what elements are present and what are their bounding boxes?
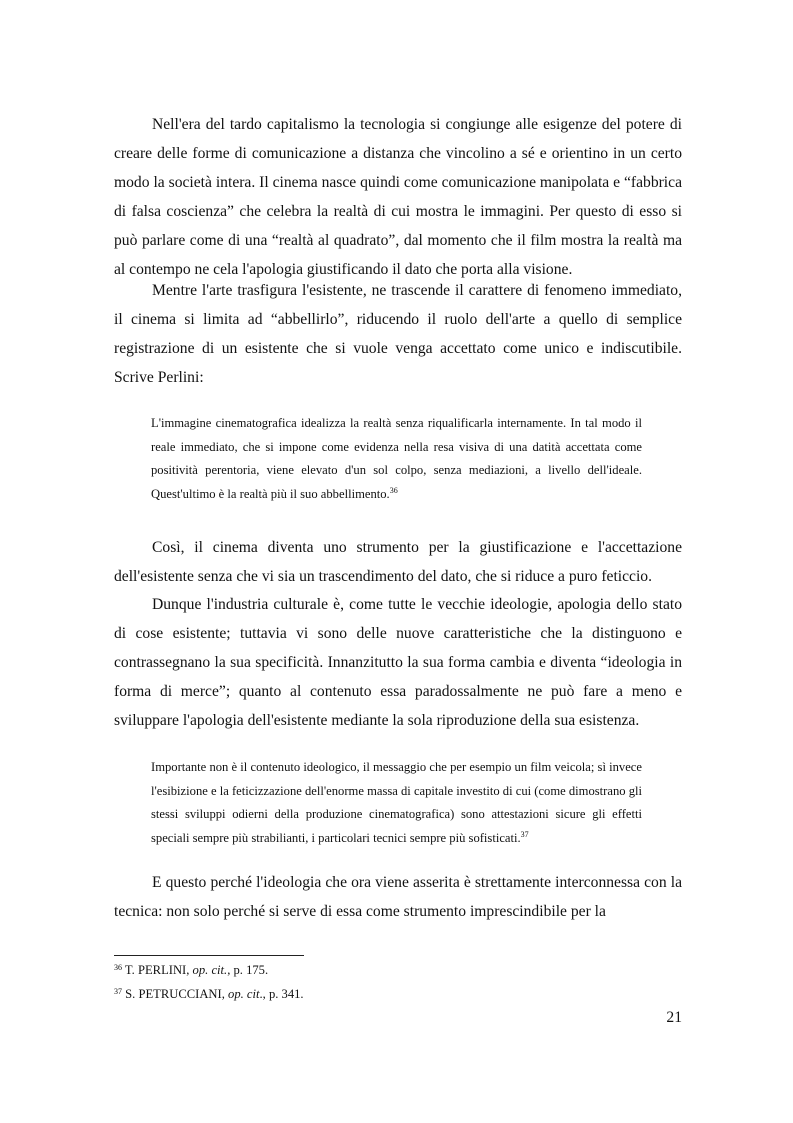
footnote-work: op. cit [228,987,260,1001]
page-number: 21 [666,1009,682,1026]
footnote-pages: , p. 175. [227,963,269,977]
footnote-number: 36 [114,963,122,972]
body-paragraph: Nell'era del tardo capitalismo la tecnologia si congiunge alle esigenze del potere di creare delle forme di comunicazione a distanza che vincolino a sé e orientino in un certo modo la società intera. Il cinema nasce quindi come comunicazione manipolata e “fabbrica di falsa coscienza” che celebra la realtà di cui mostra le immagini. Per questo di esso si può parlare come di una “realtà al quadrato”, dal momento che il film mostra la realtà ma al contempo ne cela l'apologia giustificando il dato che porta alla visione. [114,116,682,278]
footnote [114,962,514,978]
footnote [114,986,514,1002]
footnote-ref: 36 [389,485,398,495]
block-quote [151,412,642,506]
body-paragraph: Mentre l'arte trasfigura l'esistente, ne trascende il carattere di fenomeno immediato, il cinema si limita ad “abbellirlo”, riducendo il ruolo dell'arte a quello di semplice registrazione di un esistente che si vuole venga accettato come unico e indiscutibile. Scrive Perlini: [114,282,682,386]
body-paragraph: Così, il cinema diventa uno strumento per la giustificazione e l'accettazione dell'esistente senza che vi sia un trascendimento del dato, che si riduce a puro feticcio. [114,539,682,585]
footnote-separator [114,955,304,956]
quote-text: L'immagine cinematografica idealizza la realtà senza riqualificarla internamente. In tal modo il reale immediato, che si impone come evidenza nella resa visiva di una datità accettata come positività perentoria, viene elevato d'un sol colpo, senza mediazioni, a livello dell'ideale. Quest'ultimo è la realtà più il suo abbellimento. [151,416,642,501]
block-quote [151,756,642,850]
footnote-author: T. PERLINI, [124,963,193,977]
footnote-ref: 37 [520,829,529,839]
body-paragraph: E questo perché l'ideologia che ora viene asserita è strettamente interconnessa con la tecnica: non solo perché si serve di essa come strumento imprescindibile per la [114,874,682,920]
footnote-work: op. cit. [192,963,228,977]
quote-text: Importante non è il contenuto ideologico, il messaggio che per esempio un film veicola; sì invece l'esibizione e la feticizzazione dell'enorme massa di capitale investito di cui (come dimostrano gli stessi sviluppi odierni della produzione cinematografica) sono attestazioni sicure gli effetti speciali sempre più strabilianti, i particolari tecnici sempre più sofisticati. [151,760,642,845]
footnote-pages: ., p. 341. [259,987,304,1001]
footnote-author: S. PETRUCCIANI, [125,987,229,1001]
footnote-number: 37 [114,987,122,996]
body-paragraph: Dunque l'industria culturale è, come tutte le vecchie ideologie, apologia dello stato di cose esistente; tuttavia vi sono delle nuove caratteristiche che la distinguono e contrassegnano la sua specificità. Innanzitutto la sua forma cambia e diventa “ideologia in forma di merce”; quanto al contenuto essa paradossalmente ne può fare a meno e sviluppare l'apologia dell'esistente mediante la sola riproduzione della sua esistenza. [114,596,682,729]
